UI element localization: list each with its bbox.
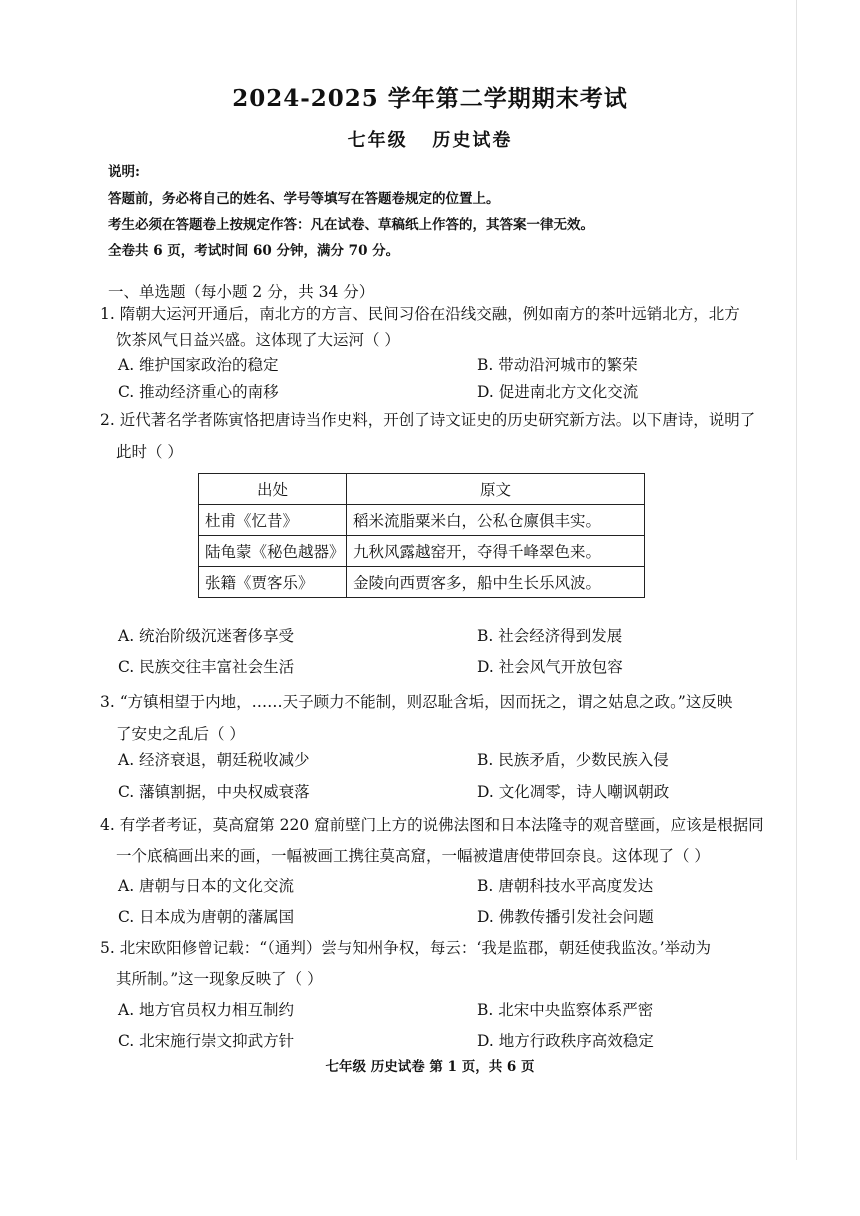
exam-subtitle: 七年级 历史试卷 xyxy=(347,130,513,151)
question-stem-continued: 了安史之乱后（ ） xyxy=(116,725,245,743)
question-stem: 2. 近代著名学者陈寅恪把唐诗当作史料，开创了诗文证史的历史研究新方法。以下唐诗，说明了 xyxy=(100,411,756,429)
question-stem-continued: 饮茶风气日益兴盛。这体现了大运河（ ） xyxy=(116,331,400,349)
page-edge-line xyxy=(796,0,797,1160)
table-row xyxy=(199,536,645,567)
option-a: A. 地方官员权力相互制约 xyxy=(118,1001,295,1019)
option-b: B. 社会经济得到发展 xyxy=(477,627,623,645)
table-cell: 九秋风露越窑开，夺得千峰翠色来。 xyxy=(347,536,645,567)
option-c: C. 推动经济重心的南移 xyxy=(118,383,279,401)
question-number: 3. xyxy=(100,693,115,711)
question-stem: 5. 北宋欧阳修曾记载：“（通判）尝与知州争权，每云：‘我是监郡，朝廷使我监汝。’举动为 xyxy=(100,939,712,957)
question-stem: 3. “方镇相望于内地，……天子顾力不能制，则忍耻含垢，因而抚之，谓之姑息之政。”这反映 xyxy=(100,693,733,711)
option-d: D. 文化凋零，诗人嘲讽朝政 xyxy=(477,783,670,801)
instruction-line: 全卷共 6 页，考试时间 60 分钟，满分 70 分。 xyxy=(108,243,400,259)
table-row xyxy=(199,505,645,536)
table-row xyxy=(199,567,645,598)
question-5 xyxy=(100,933,790,995)
question-number: 4. xyxy=(100,816,115,834)
option-c: C. 北宋施行崇文抑武方针 xyxy=(118,1032,295,1050)
table-cell: 杜甫《忆昔》 xyxy=(199,505,347,536)
section-title: 一、单选题（每小题 2 分，共 34 分） xyxy=(108,283,375,301)
question-stem-continued: 其所制。”这一现象反映了（ ） xyxy=(116,970,323,988)
option-d: D. 地方行政秩序高效稳定 xyxy=(477,1032,654,1050)
option-c: C. 日本成为唐朝的藩属国 xyxy=(118,908,295,926)
question-number: 2. xyxy=(100,411,115,429)
table-header-source: 出处 xyxy=(199,474,347,505)
option-b: B. 带动沿河城市的繁荣 xyxy=(477,356,638,374)
page-footer: 七年级 历史试卷 第 1 页，共 6 页 xyxy=(325,1059,535,1075)
exam-title: 2024-2025 学年第二学期期末考试 xyxy=(232,85,628,112)
option-a: A. 唐朝与日本的文化交流 xyxy=(118,877,295,895)
option-a: A. 维护国家政治的稳定 xyxy=(118,356,279,374)
question-stem-continued: 此时（ ） xyxy=(116,443,183,461)
option-b: B. 民族矛盾，少数民族入侵 xyxy=(477,751,669,769)
table-header-text: 原文 xyxy=(347,474,645,505)
option-a: A. 经济衰退，朝廷税收减少 xyxy=(118,751,310,769)
question-1 xyxy=(100,301,790,353)
option-b: B. 唐朝科技水平高度发达 xyxy=(477,877,654,895)
option-c: C. 民族交往丰富社会生活 xyxy=(118,658,295,676)
table-cell: 金陵向西贾客多，船中生长乐风波。 xyxy=(347,567,645,598)
option-a: A. 统治阶级沉迷奢侈享受 xyxy=(118,627,295,645)
instructions-label: 说明: xyxy=(108,164,140,180)
source-table xyxy=(198,473,645,598)
option-c: C. 藩镇割据，中央权威衰落 xyxy=(118,783,310,801)
question-stem: 1. 隋朝大运河开通后，南北方的方言、民间习俗在沿线交融，例如南方的茶叶远销北方，北方 xyxy=(100,305,740,323)
option-d: D. 促进南北方文化交流 xyxy=(477,383,639,401)
table-header-row xyxy=(199,474,645,505)
table-cell: 稻米流脂粟米白，公私仓廪俱丰实。 xyxy=(347,505,645,536)
option-d: D. 社会风气开放包容 xyxy=(477,658,623,676)
table-cell: 张籍《贾客乐》 xyxy=(199,567,347,598)
option-b: B. 北宋中央监察体系严密 xyxy=(477,1001,654,1019)
question-number: 1. xyxy=(100,305,115,323)
option-d: D. 佛教传播引发社会问题 xyxy=(477,908,654,926)
instruction-line: 考生必须在答题卷上按规定作答：凡在试卷、草稿纸上作答的，其答案一律无效。 xyxy=(108,217,594,233)
instruction-line: 答题前，务必将自己的姓名、学号等填写在答题卷规定的位置上。 xyxy=(108,191,500,207)
question-3 xyxy=(100,686,790,750)
question-number: 5. xyxy=(100,939,115,957)
question-4 xyxy=(100,810,790,872)
question-2 xyxy=(100,404,790,468)
question-stem: 4. 有学者考证，莫高窟第 220 窟前壁门上方的说佛法图和日本法隆寺的观音壁画，应该是根据同 xyxy=(100,816,764,834)
question-stem-continued: 一个底稿画出来的画，一幅被画工携往莫高窟，一幅被遣唐使带回奈良。这体现了（ ） xyxy=(116,847,710,865)
table-cell: 陆龟蒙《秘色越器》 xyxy=(199,536,347,567)
